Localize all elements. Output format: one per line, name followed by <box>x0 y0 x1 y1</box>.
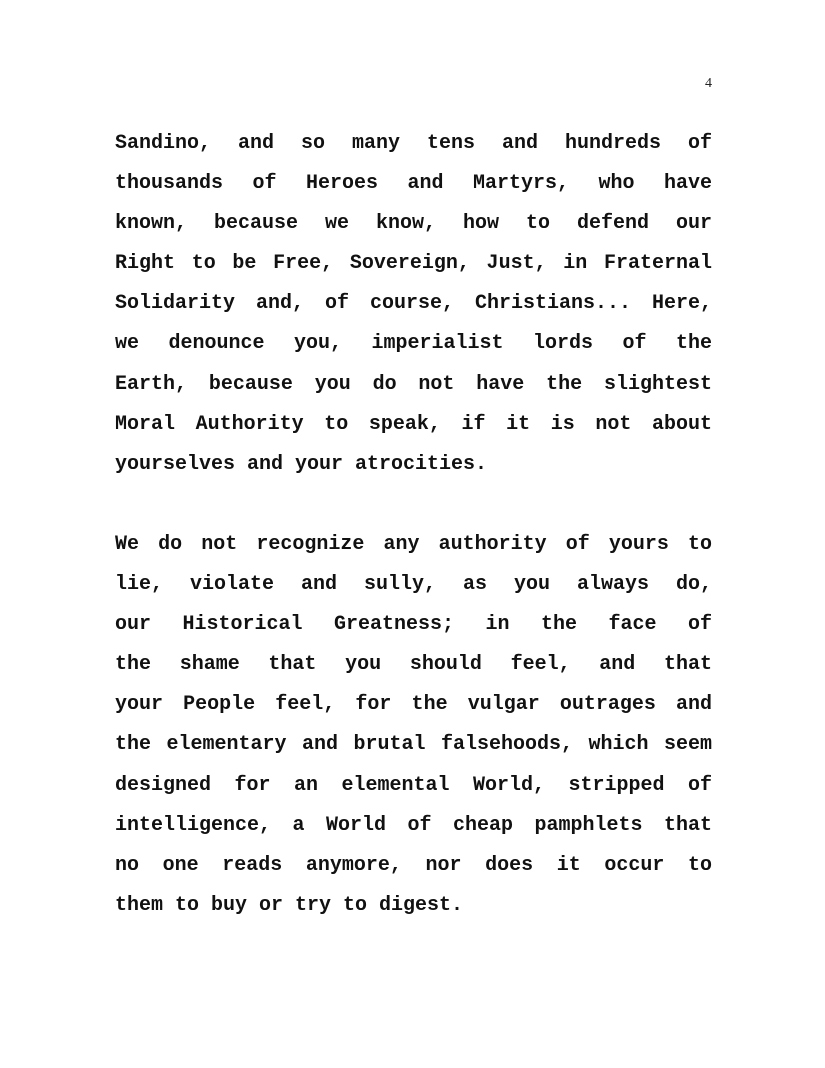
text-line: lie, violate and sully, as you always do, <box>115 573 712 597</box>
paragraph-2 <box>115 529 712 930</box>
text-line: them to buy or try to digest. <box>115 893 464 917</box>
text-line: intelligence, a World of cheap pamphlets that <box>115 813 712 837</box>
text-line: our Historical Greatness; in the face of <box>115 613 712 637</box>
text-line: We do not recognize any authority of yours to <box>115 533 712 556</box>
text-line: the elementary and brutal falsehoods, which seem <box>115 733 712 757</box>
text-line: yourselves and your atrocities. <box>115 452 488 476</box>
text-line: thousands of Heroes and Martyrs, who have <box>115 172 712 196</box>
text-line: Moral Authority to speak, if it is not about <box>115 412 712 436</box>
text-line: Right to be Free, Sovereign, Just, in Fraternal <box>115 252 712 276</box>
text-line: Solidarity and, of course, Christians... Here, <box>115 292 712 316</box>
text-line: Earth, because you do not have the slightest <box>115 372 712 396</box>
page-number: 4 <box>705 76 712 91</box>
paragraph-1 <box>115 128 712 489</box>
text-line: no one reads anymore, nor does it occur to <box>115 853 712 877</box>
text-line: we denounce you, imperialist lords of the <box>115 332 712 356</box>
text-line: the shame that you should feel, and that <box>115 653 712 677</box>
text-line: designed for an elemental World, stripped of <box>115 773 712 797</box>
text-line: your People feel, for the vulgar outrages and <box>115 693 712 717</box>
text-line: Sandino, and so many tens and hundreds of <box>115 132 712 155</box>
text-line: known, because we know, how to defend our <box>115 212 712 236</box>
